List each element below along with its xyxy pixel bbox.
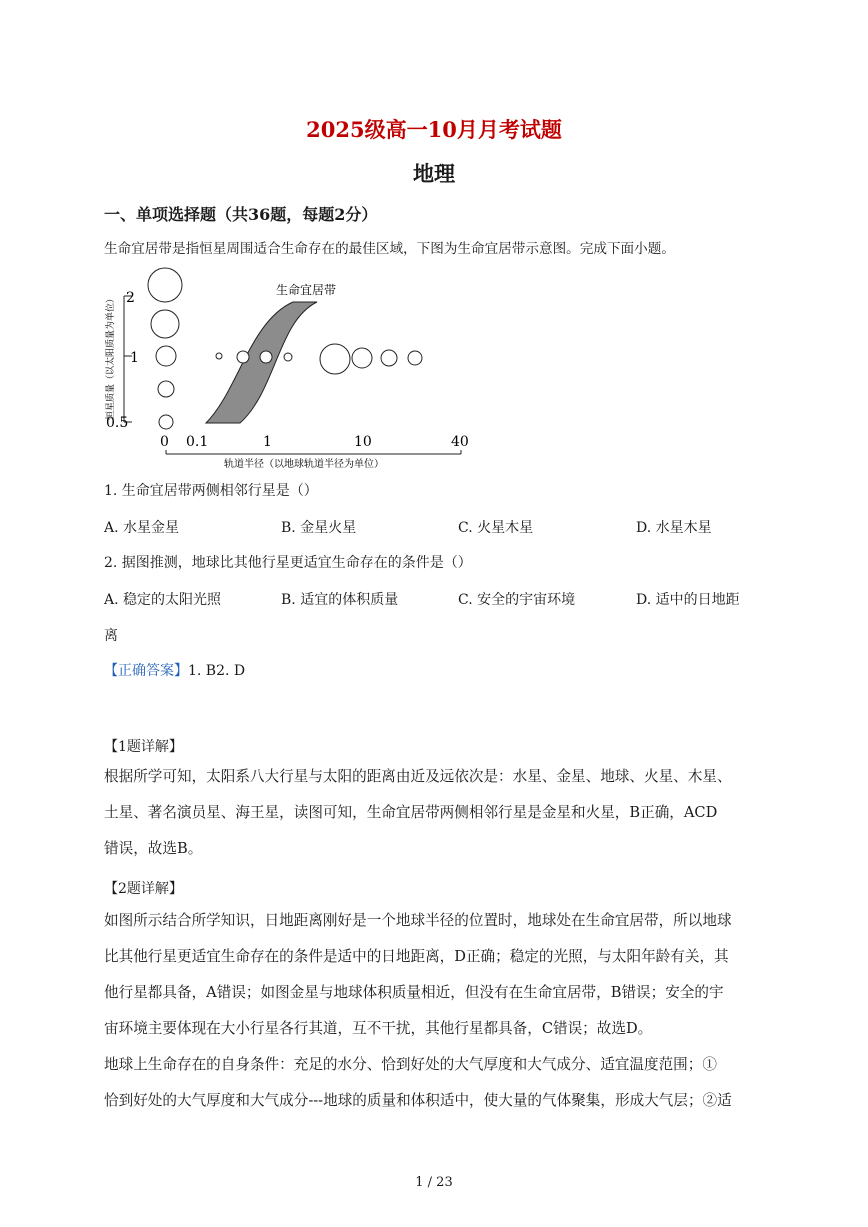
x-tick-label: 0.1 bbox=[186, 434, 209, 450]
planet-earth bbox=[260, 351, 272, 363]
answer-line bbox=[104, 661, 245, 681]
planet-mars bbox=[284, 353, 292, 361]
subject-title: 地理 bbox=[413, 161, 455, 186]
detail-1-heading: 【1题详解】 bbox=[104, 739, 183, 755]
detail-2-line: 地球上生命存在的自身条件：充足的水分、恰到好处的大气厚度和大气成分、适宜温度范围；① bbox=[104, 1056, 717, 1073]
q2-option-b[interactable]: B. 适宜的体积质量 bbox=[281, 592, 399, 608]
detail-2-line: 如图所示结合所学知识，日地距离刚好是一个地球半径的位置时，地球处在生命宜居带，所以地球 bbox=[104, 912, 732, 929]
detail-1-line: 土星、著名演员星、海王星，读图可知，生命宜居带两侧相邻行星是金星和火星，B正确，ACD bbox=[104, 804, 718, 821]
habitable-zone-label: 生命宜居带 bbox=[276, 283, 337, 297]
detail-1-line: 错误，故选B。 bbox=[104, 840, 203, 857]
star-circle bbox=[148, 268, 182, 302]
detail-2-line: 他行星都具备，A错误；如图金星与地球体积质量相近，但没有在生命宜居带，B错误；安全的宇 bbox=[104, 984, 724, 1001]
answer-value: 1. B2. D bbox=[188, 663, 246, 679]
star-circle bbox=[159, 415, 173, 429]
detail-1-line: 根据所学可知，太阳系八大行星与太阳的距离由近及远依次是：水星、金星、地球、火星、木星、 bbox=[104, 768, 732, 785]
section-title: 一、单项选择题（共36题，每题2分） bbox=[104, 205, 378, 224]
detail-2-line: 比其他行星更适宜生命存在的条件是适中的日地距离，D正确；稳定的光照，与太阳年龄有关，其 bbox=[104, 948, 729, 965]
q2-option-d-wrap: 离 bbox=[104, 628, 118, 644]
x-tick-label: 0 bbox=[160, 434, 169, 450]
planet-saturn bbox=[352, 348, 372, 368]
q1-option-b[interactable]: B. 金星火星 bbox=[281, 520, 357, 536]
y-tick-label: 1 bbox=[130, 350, 139, 366]
y-tick-label: 2 bbox=[126, 290, 135, 306]
answer-label: 【正确答案】 bbox=[104, 663, 188, 679]
detail-2-body bbox=[104, 903, 769, 1119]
planet-venus bbox=[237, 351, 249, 363]
x-axis-label: 轨道半径（以地球轨道半径为单位） bbox=[224, 459, 384, 470]
x-tick-label: 1 bbox=[263, 434, 272, 450]
page-number: 1 / 23 bbox=[415, 1175, 453, 1190]
star-circle bbox=[151, 310, 179, 338]
planet-neptune bbox=[408, 351, 422, 365]
planet-uranus bbox=[381, 350, 397, 366]
exam-title: 2025级高一10月月考试题 bbox=[306, 117, 562, 142]
q2-option-d[interactable]: D. 适中的日地距 bbox=[636, 592, 740, 608]
y-tick-label: 0.5 bbox=[106, 415, 129, 431]
x-tick-label: 10 bbox=[354, 434, 372, 450]
detail-2-line: 恰到好处的大气厚度和大气成分---地球的质量和体积适中，使大量的气体聚集，形成大气层；②适 bbox=[104, 1092, 732, 1109]
planet-mercury bbox=[216, 353, 222, 359]
detail-2-line: 宙环境主要体现在大小行星各行其道，互不干扰，其他行星都具备，C错误；故选D。 bbox=[104, 1020, 653, 1037]
star-circle bbox=[156, 346, 176, 366]
q1-option-c[interactable]: C. 火星木星 bbox=[458, 520, 534, 536]
question-2-stem: 2. 据图推测，地球比其他行星更适宜生命存在的条件是（） bbox=[104, 555, 472, 571]
q2-option-c[interactable]: C. 安全的宇宙环境 bbox=[458, 592, 576, 608]
planet-jupiter bbox=[320, 344, 350, 374]
habitable-zone-band bbox=[206, 302, 317, 423]
question-stem: 生命宜居带是指恒星周围适合生命存在的最佳区域，下图为生命宜居带示意图。完成下面小题。 bbox=[104, 241, 675, 257]
q2-option-a[interactable]: A. 稳定的太阳光照 bbox=[104, 592, 222, 608]
x-tick-label: 40 bbox=[451, 434, 469, 450]
detail-2-heading: 【2题详解】 bbox=[104, 881, 183, 897]
habitable-zone-figure bbox=[100, 266, 480, 472]
star-circle bbox=[158, 381, 174, 397]
y-axis-label: 恒星质量（以太阳质量为单位） bbox=[106, 293, 116, 420]
q1-option-d[interactable]: D. 水星木星 bbox=[636, 520, 712, 536]
detail-1-body bbox=[104, 759, 769, 867]
q1-option-a[interactable]: A. 水星金星 bbox=[104, 520, 180, 536]
question-1-stem: 1. 生命宜居带两侧相邻行星是（） bbox=[104, 483, 318, 499]
